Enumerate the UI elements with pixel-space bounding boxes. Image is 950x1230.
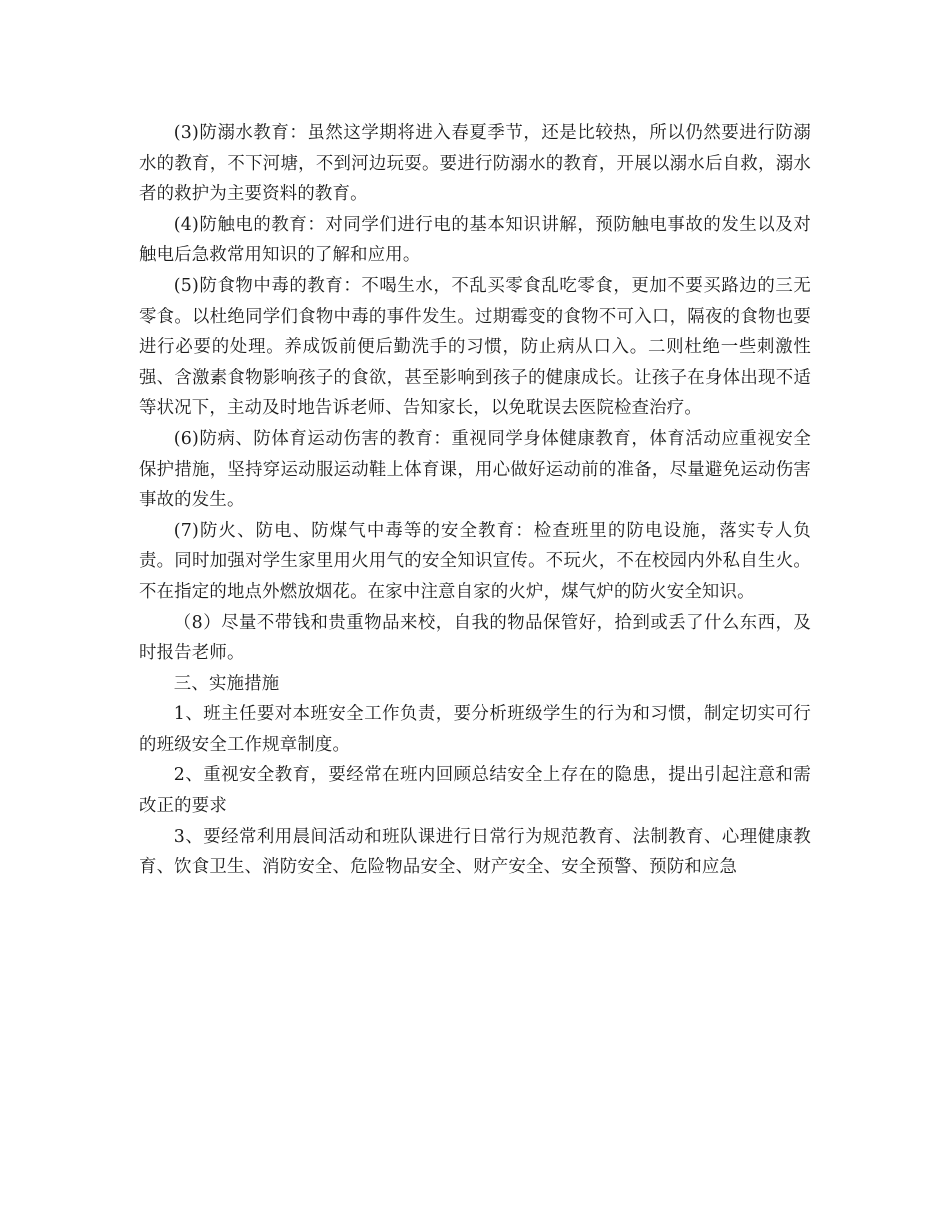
paragraph-food-poisoning-prevention: (5)防食物中毒的教育：不喝生水，不乱买零食乱吃零食，更加不要买路边的三无零食。以杜绝同学们食物中毒的事件发生。过期霉变的食物不可入口，隔夜的食物也要进行必要的处理。养成饭前便后勤洗手的习惯，防止病从口入。二则杜绝一些刺激性强、含激素食物影响孩子的食欲，甚至影响到孩子的健康成长。让孩子在身体出现不适等状况下，主动及时地告诉老师、告知家长，以免耽误去医院检查治疗。 — [139, 275, 811, 419]
paragraph-fire-gas-safety: (7)防火、防电、防煤气中毒等的安全教育：检查班里的防电设施，落实专人负责。同时加强对学生家里用火用气的安全知识宣传。不玩火，不在校园内外私自生火。不在指定的地点外燃放烟花。在家中注意自家的火炉，煤气炉的防火安全知识。 — [139, 520, 811, 602]
document-body — [139, 118, 811, 883]
paragraph-valuables: （8）尽量不带钱和贵重物品来校，自我的物品保管好，拾到或丢了什么东西，及时报告老师。 — [139, 612, 811, 664]
paragraph-measure-1: 1、班主任要对本班安全工作负责，要分析班级学生的行为和习惯，制定切实可行的班级安全工作规章制度。 — [139, 704, 811, 755]
paragraph-measure-2: 2、重视安全教育，要经常在班内回顾总结安全上存在的隐患，提出引起注意和需改正的要求 — [139, 765, 811, 817]
paragraph-sports-injury-prevention: (6)防病、防体育运动伤害的教育：重视同学身体健康教育，体育活动应重视安全保护措施，坚持穿运动服运动鞋上体育课，用心做好运动前的准备，尽量避免运动伤害事故的发生。 — [139, 428, 811, 511]
section-heading-measures: 三、实施措施 — [173, 673, 280, 694]
paragraph-drowning-prevention: (3)防溺水教育：虽然这学期将进入春夏季节，还是比较热，所以仍然要进行防溺水的教育，不下河塘，不到河边玩耍。要进行防溺水的教育，开展以溺水后自救，溺水者的救护为主要资料的教育。 — [139, 123, 811, 205]
paragraph-measure-3: 3、要经常利用晨间活动和班队课进行日常行为规范教育、法制教育、心理健康教育、饮食卫生、消防安全、危险物品安全、财产安全、安全预警、预防和应急 — [139, 826, 811, 878]
paragraph-electric-shock-prevention: (4)防触电的教育：对同学们进行电的基本知识讲解，预防触电事故的发生以及对触电后急救常用知识的了解和应用。 — [139, 214, 811, 266]
